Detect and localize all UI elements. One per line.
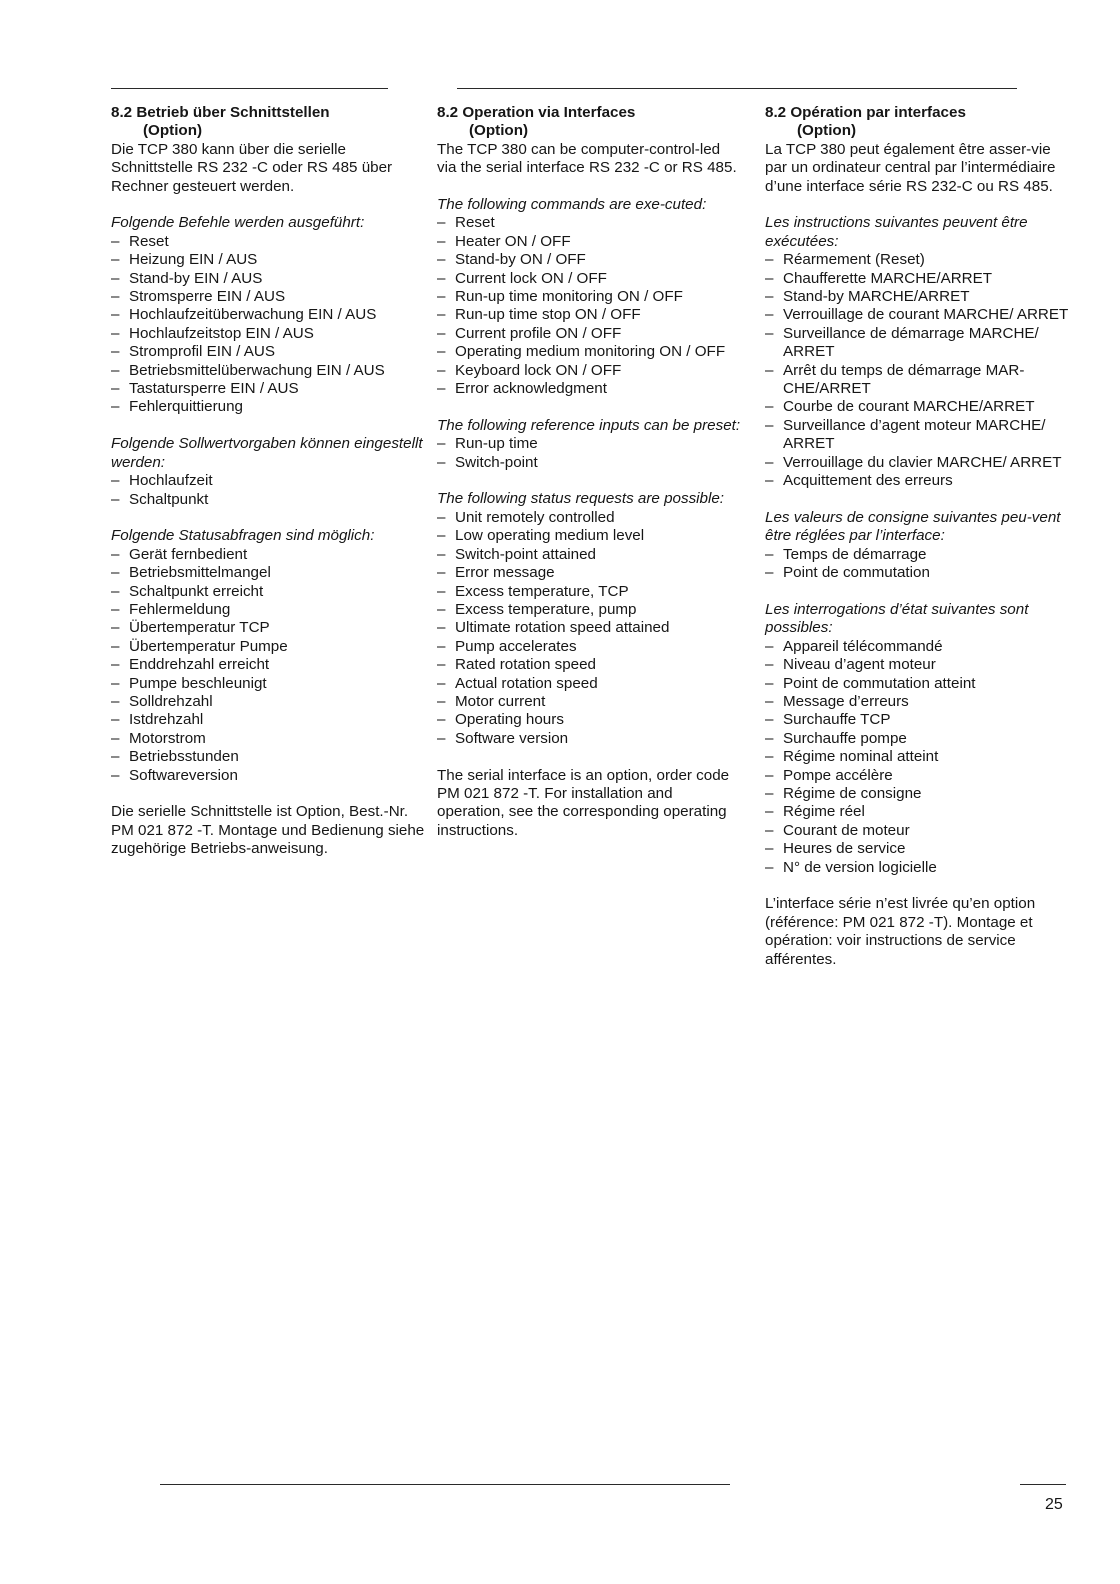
list-item: – Ultimate rotation speed attained bbox=[437, 619, 743, 637]
bottom-rule-short bbox=[1020, 1484, 1066, 1485]
list-item: – Operating medium monitoring ON / OFF bbox=[437, 343, 743, 361]
status-heading: Les interrogations d’état suivantes sont possibles: bbox=[765, 600, 1029, 637]
list-item: – Current profile ON / OFF bbox=[437, 325, 743, 343]
intro-paragraph: Die TCP 380 kann über die serielle Schnittstelle RS 232 -C oder RS 485 über Rechner gesteuert werden. bbox=[111, 140, 393, 195]
list-item: – Current lock ON / OFF bbox=[437, 270, 743, 288]
list-item: – Schaltpunkt erreicht bbox=[111, 583, 429, 601]
top-rule-right bbox=[457, 88, 1017, 89]
commands-heading: Les instructions suivantes peuvent être exécutées: bbox=[765, 214, 1028, 250]
list-item: – Heures de service bbox=[765, 840, 1075, 858]
list-item: – Stromprofil EIN / AUS bbox=[111, 343, 429, 361]
list-item: – Hochlaufzeit bbox=[111, 472, 429, 490]
footer-paragraph: L’interface série n’est livrée qu’en option (référence: PM 021 872 -T). Montage et opération: voir instructions de service afférentes. bbox=[765, 895, 1036, 968]
section-heading bbox=[437, 104, 743, 141]
section-title: 8.2 Betrieb über Schnittstellen bbox=[111, 104, 330, 121]
list-item: – Schaltpunkt bbox=[111, 491, 429, 509]
list-item: – Hochlaufzeitstop EIN / AUS bbox=[111, 325, 429, 343]
section-heading bbox=[765, 104, 1075, 141]
list-item: – Motor current bbox=[437, 693, 743, 711]
setpoints-heading: Les valeurs de consigne suivantes peu-vent être réglées par l’interface: bbox=[765, 508, 1061, 545]
list-item: – Solldrehzahl bbox=[111, 693, 429, 711]
list-item: – Error message bbox=[437, 564, 743, 582]
list-item: – Pump accelerates bbox=[437, 638, 743, 656]
intro-paragraph: The TCP 380 can be computer-control-led via the serial interface RS 232 -C or RS 485. bbox=[437, 140, 737, 177]
list-item: – Run-up time monitoring ON / OFF bbox=[437, 288, 743, 306]
list-item: – Rated rotation speed bbox=[437, 656, 743, 674]
list-item: – Gerät fernbedient bbox=[111, 546, 429, 564]
section-title: 8.2 Operation via Interfaces bbox=[437, 104, 636, 121]
list-item: – Hochlaufzeitüberwachung EIN / AUS bbox=[111, 306, 429, 324]
list-item: – Chaufferette MARCHE/ARRET bbox=[765, 270, 1075, 288]
list-item: – Switch-point bbox=[437, 454, 743, 472]
status-list bbox=[437, 509, 743, 748]
list-item: – Arrêt du temps de démarrage MAR-CHE/ARRET bbox=[765, 362, 1075, 399]
list-item: – N° de version logicielle bbox=[765, 859, 1075, 877]
status-heading: Folgende Statusabfragen sind möglich: bbox=[111, 527, 375, 545]
commands-list bbox=[765, 251, 1075, 490]
bottom-rule bbox=[160, 1484, 730, 1485]
list-item: – Fehlermeldung bbox=[111, 601, 429, 619]
list-item: – Low operating medium level bbox=[437, 527, 743, 545]
list-item: – Verrouillage de courant MARCHE/ ARRET bbox=[765, 306, 1075, 324]
list-item: – Run-up time bbox=[437, 435, 743, 453]
list-item: – Verrouillage du clavier MARCHE/ ARRET bbox=[765, 454, 1075, 472]
commands-heading: The following commands are exe-cuted: bbox=[437, 196, 707, 214]
status-list bbox=[111, 546, 429, 785]
list-item: – Heater ON / OFF bbox=[437, 233, 743, 251]
list-item: – Actual rotation speed bbox=[437, 675, 743, 693]
list-item: – Courbe de courant MARCHE/ARRET bbox=[765, 398, 1075, 416]
list-item: – Surchauffe TCP bbox=[765, 711, 1075, 729]
list-item: – Surveillance d’agent moteur MARCHE/ ARRET bbox=[765, 417, 1075, 454]
setpoints-heading: The following reference inputs can be preset: bbox=[437, 416, 741, 434]
commands-list bbox=[437, 214, 743, 398]
list-item: – Stand-by ON / OFF bbox=[437, 251, 743, 269]
list-item: – Point de commutation atteint bbox=[765, 675, 1075, 693]
list-item: – Keyboard lock ON / OFF bbox=[437, 362, 743, 380]
list-item: – Excess temperature, pump bbox=[437, 601, 743, 619]
list-item: – Enddrehzahl erreicht bbox=[111, 656, 429, 674]
list-item: – Unit remotely controlled bbox=[437, 509, 743, 527]
top-rule-left bbox=[111, 88, 388, 89]
list-item: – Acquittement des erreurs bbox=[765, 472, 1075, 490]
list-item: – Error acknowledgment bbox=[437, 380, 743, 398]
list-item: – Run-up time stop ON / OFF bbox=[437, 306, 743, 324]
list-item: – Niveau d’agent moteur bbox=[765, 656, 1075, 674]
setpoints-list bbox=[437, 435, 743, 472]
list-item: – Excess temperature, TCP bbox=[437, 583, 743, 601]
column-french bbox=[765, 104, 1075, 969]
list-item: – Switch-point attained bbox=[437, 546, 743, 564]
list-item: – Betriebsstunden bbox=[111, 748, 429, 766]
list-item: – Übertemperatur Pumpe bbox=[111, 638, 429, 656]
footer-paragraph: The serial interface is an option, order code PM 021 872 -T. For installation and operation, see the corresponding operating instructions. bbox=[437, 766, 730, 839]
list-item: – Appareil télécommandé bbox=[765, 638, 1075, 656]
setpoints-list bbox=[111, 472, 429, 509]
list-item: – Courant de moteur bbox=[765, 822, 1075, 840]
list-item: – Pumpe beschleunigt bbox=[111, 675, 429, 693]
status-list bbox=[765, 638, 1075, 877]
list-item: – Pompe accélère bbox=[765, 767, 1075, 785]
list-item: – Stand-by MARCHE/ARRET bbox=[765, 288, 1075, 306]
list-item: – Réarmement (Reset) bbox=[765, 251, 1075, 269]
list-item: – Point de commutation bbox=[765, 564, 1075, 582]
list-item: – Motorstrom bbox=[111, 730, 429, 748]
column-english bbox=[437, 104, 743, 840]
section-option-label: (Option) bbox=[143, 122, 203, 140]
list-item: – Heizung EIN / AUS bbox=[111, 251, 429, 269]
list-item: – Reset bbox=[437, 214, 743, 232]
commands-heading: Folgende Befehle werden ausgeführt: bbox=[111, 214, 365, 232]
list-item: – Régime nominal atteint bbox=[765, 748, 1075, 766]
list-item: – Reset bbox=[111, 233, 429, 251]
list-item: – Istdrehzahl bbox=[111, 711, 429, 729]
list-item: – Software version bbox=[437, 730, 743, 748]
list-item: – Softwareversion bbox=[111, 767, 429, 785]
footer-paragraph: Die serielle Schnittstelle ist Option, Best.-Nr. PM 021 872 -T. Montage und Bedienung siehe zugehörige Betriebs-anweisung. bbox=[111, 803, 425, 858]
list-item: – Temps de démarrage bbox=[765, 546, 1075, 564]
status-heading: The following status requests are possible: bbox=[437, 490, 725, 508]
list-item: – Surchauffe pompe bbox=[765, 730, 1075, 748]
list-item: – Régime de consigne bbox=[765, 785, 1075, 803]
list-item: – Übertemperatur TCP bbox=[111, 619, 429, 637]
list-item: – Betriebsmittelüberwachung EIN / AUS bbox=[111, 362, 429, 380]
list-item: – Operating hours bbox=[437, 711, 743, 729]
list-item: – Surveillance de démarrage MARCHE/ ARRET bbox=[765, 325, 1075, 362]
list-item: – Régime réel bbox=[765, 803, 1075, 821]
section-option-label: (Option) bbox=[797, 122, 857, 140]
page-number: 25 bbox=[1045, 1496, 1063, 1513]
list-item: – Message d’erreurs bbox=[765, 693, 1075, 711]
list-item: – Stromsperre EIN / AUS bbox=[111, 288, 429, 306]
setpoints-heading: Folgende Sollwertvorgaben können eingestellt werden: bbox=[111, 435, 423, 471]
section-heading bbox=[111, 104, 429, 141]
section-option-label: (Option) bbox=[469, 122, 529, 140]
list-item: – Stand-by EIN / AUS bbox=[111, 270, 429, 288]
section-title: 8.2 Opération par interfaces bbox=[765, 104, 966, 121]
setpoints-list bbox=[765, 546, 1075, 583]
column-german bbox=[111, 104, 429, 859]
list-item: – Betriebsmittelmangel bbox=[111, 564, 429, 582]
list-item: – Fehlerquittierung bbox=[111, 398, 429, 416]
list-item: – Tastatursperre EIN / AUS bbox=[111, 380, 429, 398]
commands-list bbox=[111, 233, 429, 417]
intro-paragraph: La TCP 380 peut également être asser-vie par un ordinateur central par l’intermédiaire d’une interface série RS 232-C ou RS 485. bbox=[765, 140, 1056, 195]
